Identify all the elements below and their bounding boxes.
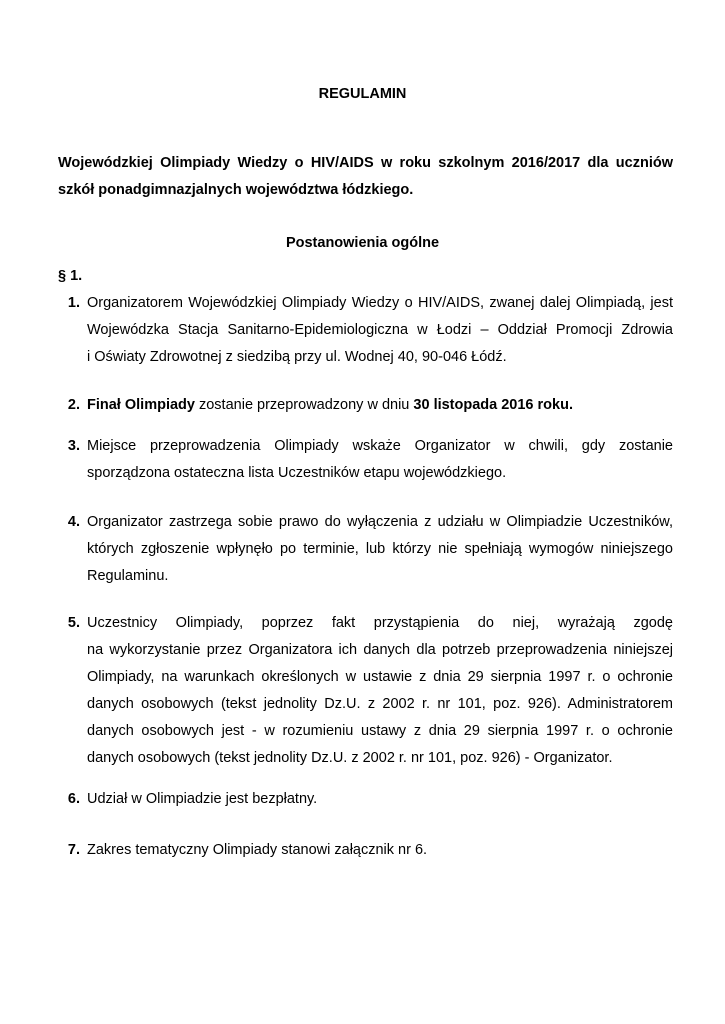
item-text <box>87 786 673 813</box>
item-line: na wykorzystanie przez Organizatora ich danych dla potrzeb przeprowadzenia niniejszej <box>87 642 673 658</box>
item-line: danych osobowych (tekst jednolity Dz.U. z 2002 r. nr 101, poz. 926) - Organizator. <box>87 750 613 766</box>
item-line: danych osobowych (tekst jednolity Dz.U. z 2002 r. nr 101, poz. 926). Administratorem <box>87 696 673 712</box>
item-number: 5. <box>67 615 80 631</box>
item-line <box>87 392 673 419</box>
item-text <box>87 610 673 772</box>
item-line: i Oświaty Zdrowotnej z siedzibą przy ul. Wodnej 40, 90-046 Łódź. <box>87 349 507 365</box>
item-middle: zostanie przeprowadzony w dniu <box>194 397 414 413</box>
item-line: Wojewódzka Stacja Sanitarno-Epidemiologiczna w Łodzi – Oddział Promocji Zdrowia <box>87 322 673 338</box>
item-number: 6. <box>67 791 80 807</box>
item-number: 1. <box>67 295 80 311</box>
item-number: 3. <box>67 438 80 454</box>
item-number: 2. <box>67 397 80 413</box>
paragraph-mark: § 1. <box>58 268 83 284</box>
item-text <box>87 290 673 371</box>
document-title: REGULAMIN <box>318 86 407 102</box>
item-line: Uczestnicy Olimpiady, poprzez fakt przystąpienia do niej, wyrażają zgodę <box>87 615 673 631</box>
item-line: sporządzona ostateczna lista Uczestników etapu wojewódzkiego. <box>87 465 507 481</box>
item-line: Organizator zastrzega sobie prawo do wyłączenia z udziału w Olimpiadzie Uczestników, <box>87 514 673 530</box>
item-line: Regulaminu. <box>87 568 169 584</box>
item-line: Miejsce przeprowadzenia Olimpiady wskaże Organizator w chwili, gdy zostanie <box>87 438 673 454</box>
subtitle-line-1: Wojewódzkiej Olimpiady Wiedzy o HIV/AIDS w roku szkolnym 2016/2017 dla uczniów <box>58 155 673 171</box>
item-line: których zgłoszenie wpłynęło po terminie, lub którzy nie spełniają wymogów niniejszego <box>87 541 673 557</box>
item-text <box>87 509 673 590</box>
item-text <box>87 392 673 419</box>
item-line: Udział w Olimpiadzie jest bezpłatny. <box>87 791 318 807</box>
item-text <box>87 837 673 864</box>
item-number: 7. <box>67 842 80 858</box>
subtitle-line-2: szkół ponadgimnazjalnych województwa łódzkiego. <box>58 182 414 198</box>
item-number: 4. <box>67 514 80 530</box>
item-line: Zakres tematyczny Olimpiady stanowi załącznik nr 6. <box>87 842 428 858</box>
item-bold-end: 30 listopada 2016 roku. <box>413 397 573 413</box>
item-line: Organizatorem Wojewódzkiej Olimpiady Wiedzy o HIV/AIDS, zwanej dalej Olimpiadą, jest <box>87 295 673 311</box>
item-bold-start: Finał Olimpiady <box>87 397 195 413</box>
item-line: Olimpiady, na warunkach określonych w ustawie z dnia 29 sierpnia 1997 r. o ochronie <box>87 669 673 685</box>
section-heading: Postanowienia ogólne <box>285 235 440 251</box>
document-subtitle <box>58 150 673 204</box>
item-line: danych osobowych jest - w rozumieniu ustawy z dnia 29 sierpnia 1997 r. o ochronie <box>87 723 673 739</box>
item-text <box>87 433 673 487</box>
